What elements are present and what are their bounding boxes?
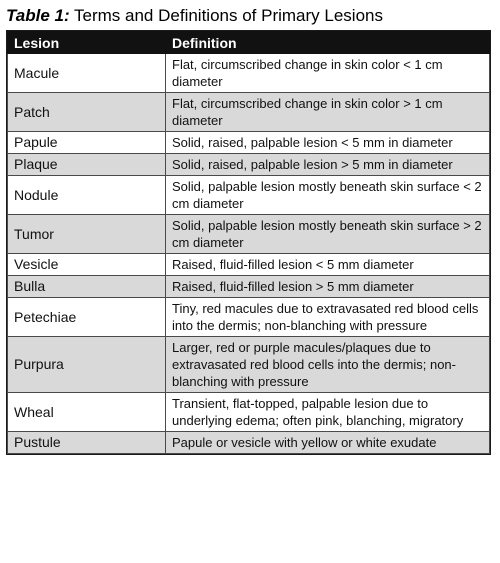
- table-row: [8, 215, 490, 254]
- lesion-cell: Purpura: [8, 337, 166, 393]
- lesion-cell: Pustule: [8, 432, 166, 454]
- table-row: [8, 432, 490, 454]
- table-row: [8, 337, 490, 393]
- column-header-definition: Definition: [166, 32, 490, 54]
- table-row: [8, 254, 490, 276]
- definition-cell: Papule or vesicle with yellow or white exudate: [166, 432, 490, 454]
- definition-cell: Raised, fluid-filled lesion > 5 mm diameter: [166, 276, 490, 298]
- lesion-cell: Wheal: [8, 393, 166, 432]
- definition-cell: Solid, raised, palpable lesion < 5 mm in diameter: [166, 132, 490, 154]
- table-caption-text: Terms and Definitions of Primary Lesions: [69, 6, 383, 25]
- table-row: [8, 54, 490, 93]
- table-caption-number: Table 1:: [6, 6, 70, 25]
- lesion-cell: Papule: [8, 132, 166, 154]
- definition-cell: Solid, raised, palpable lesion > 5 mm in diameter: [166, 154, 490, 176]
- definition-cell: Tiny, red macules due to extravasated red blood cells into the dermis; non-blanching with pressure: [166, 298, 490, 337]
- lesions-table: [7, 31, 490, 454]
- table-row: [8, 132, 490, 154]
- table-row: [8, 298, 490, 337]
- lesion-cell: Bulla: [8, 276, 166, 298]
- table-row: [8, 276, 490, 298]
- lesion-cell: Plaque: [8, 154, 166, 176]
- table-caption: [6, 4, 491, 30]
- table-row: [8, 93, 490, 132]
- table-row: [8, 154, 490, 176]
- lesion-cell: Vesicle: [8, 254, 166, 276]
- table-header-row: [8, 32, 490, 54]
- table-row: [8, 176, 490, 215]
- column-header-lesion: Lesion: [8, 32, 166, 54]
- lesion-cell: Patch: [8, 93, 166, 132]
- definition-cell: Solid, palpable lesion mostly beneath skin surface < 2 cm diameter: [166, 176, 490, 215]
- lesion-cell: Tumor: [8, 215, 166, 254]
- definition-cell: Larger, red or purple macules/plaques due to extravasated red blood cells into the dermis; non-blanching with pressure: [166, 337, 490, 393]
- definition-cell: Flat, circumscribed change in skin color < 1 cm diameter: [166, 54, 490, 93]
- definition-cell: Transient, flat-topped, palpable lesion due to underlying edema; often pink, blanching, migratory: [166, 393, 490, 432]
- lesion-cell: Petechiae: [8, 298, 166, 337]
- lesion-cell: Macule: [8, 54, 166, 93]
- lesion-cell: Nodule: [8, 176, 166, 215]
- table-row: [8, 393, 490, 432]
- lesions-table-frame: [6, 30, 491, 455]
- definition-cell: Flat, circumscribed change in skin color > 1 cm diameter: [166, 93, 490, 132]
- definition-cell: Solid, palpable lesion mostly beneath skin surface > 2 cm diameter: [166, 215, 490, 254]
- definition-cell: Raised, fluid-filled lesion < 5 mm diameter: [166, 254, 490, 276]
